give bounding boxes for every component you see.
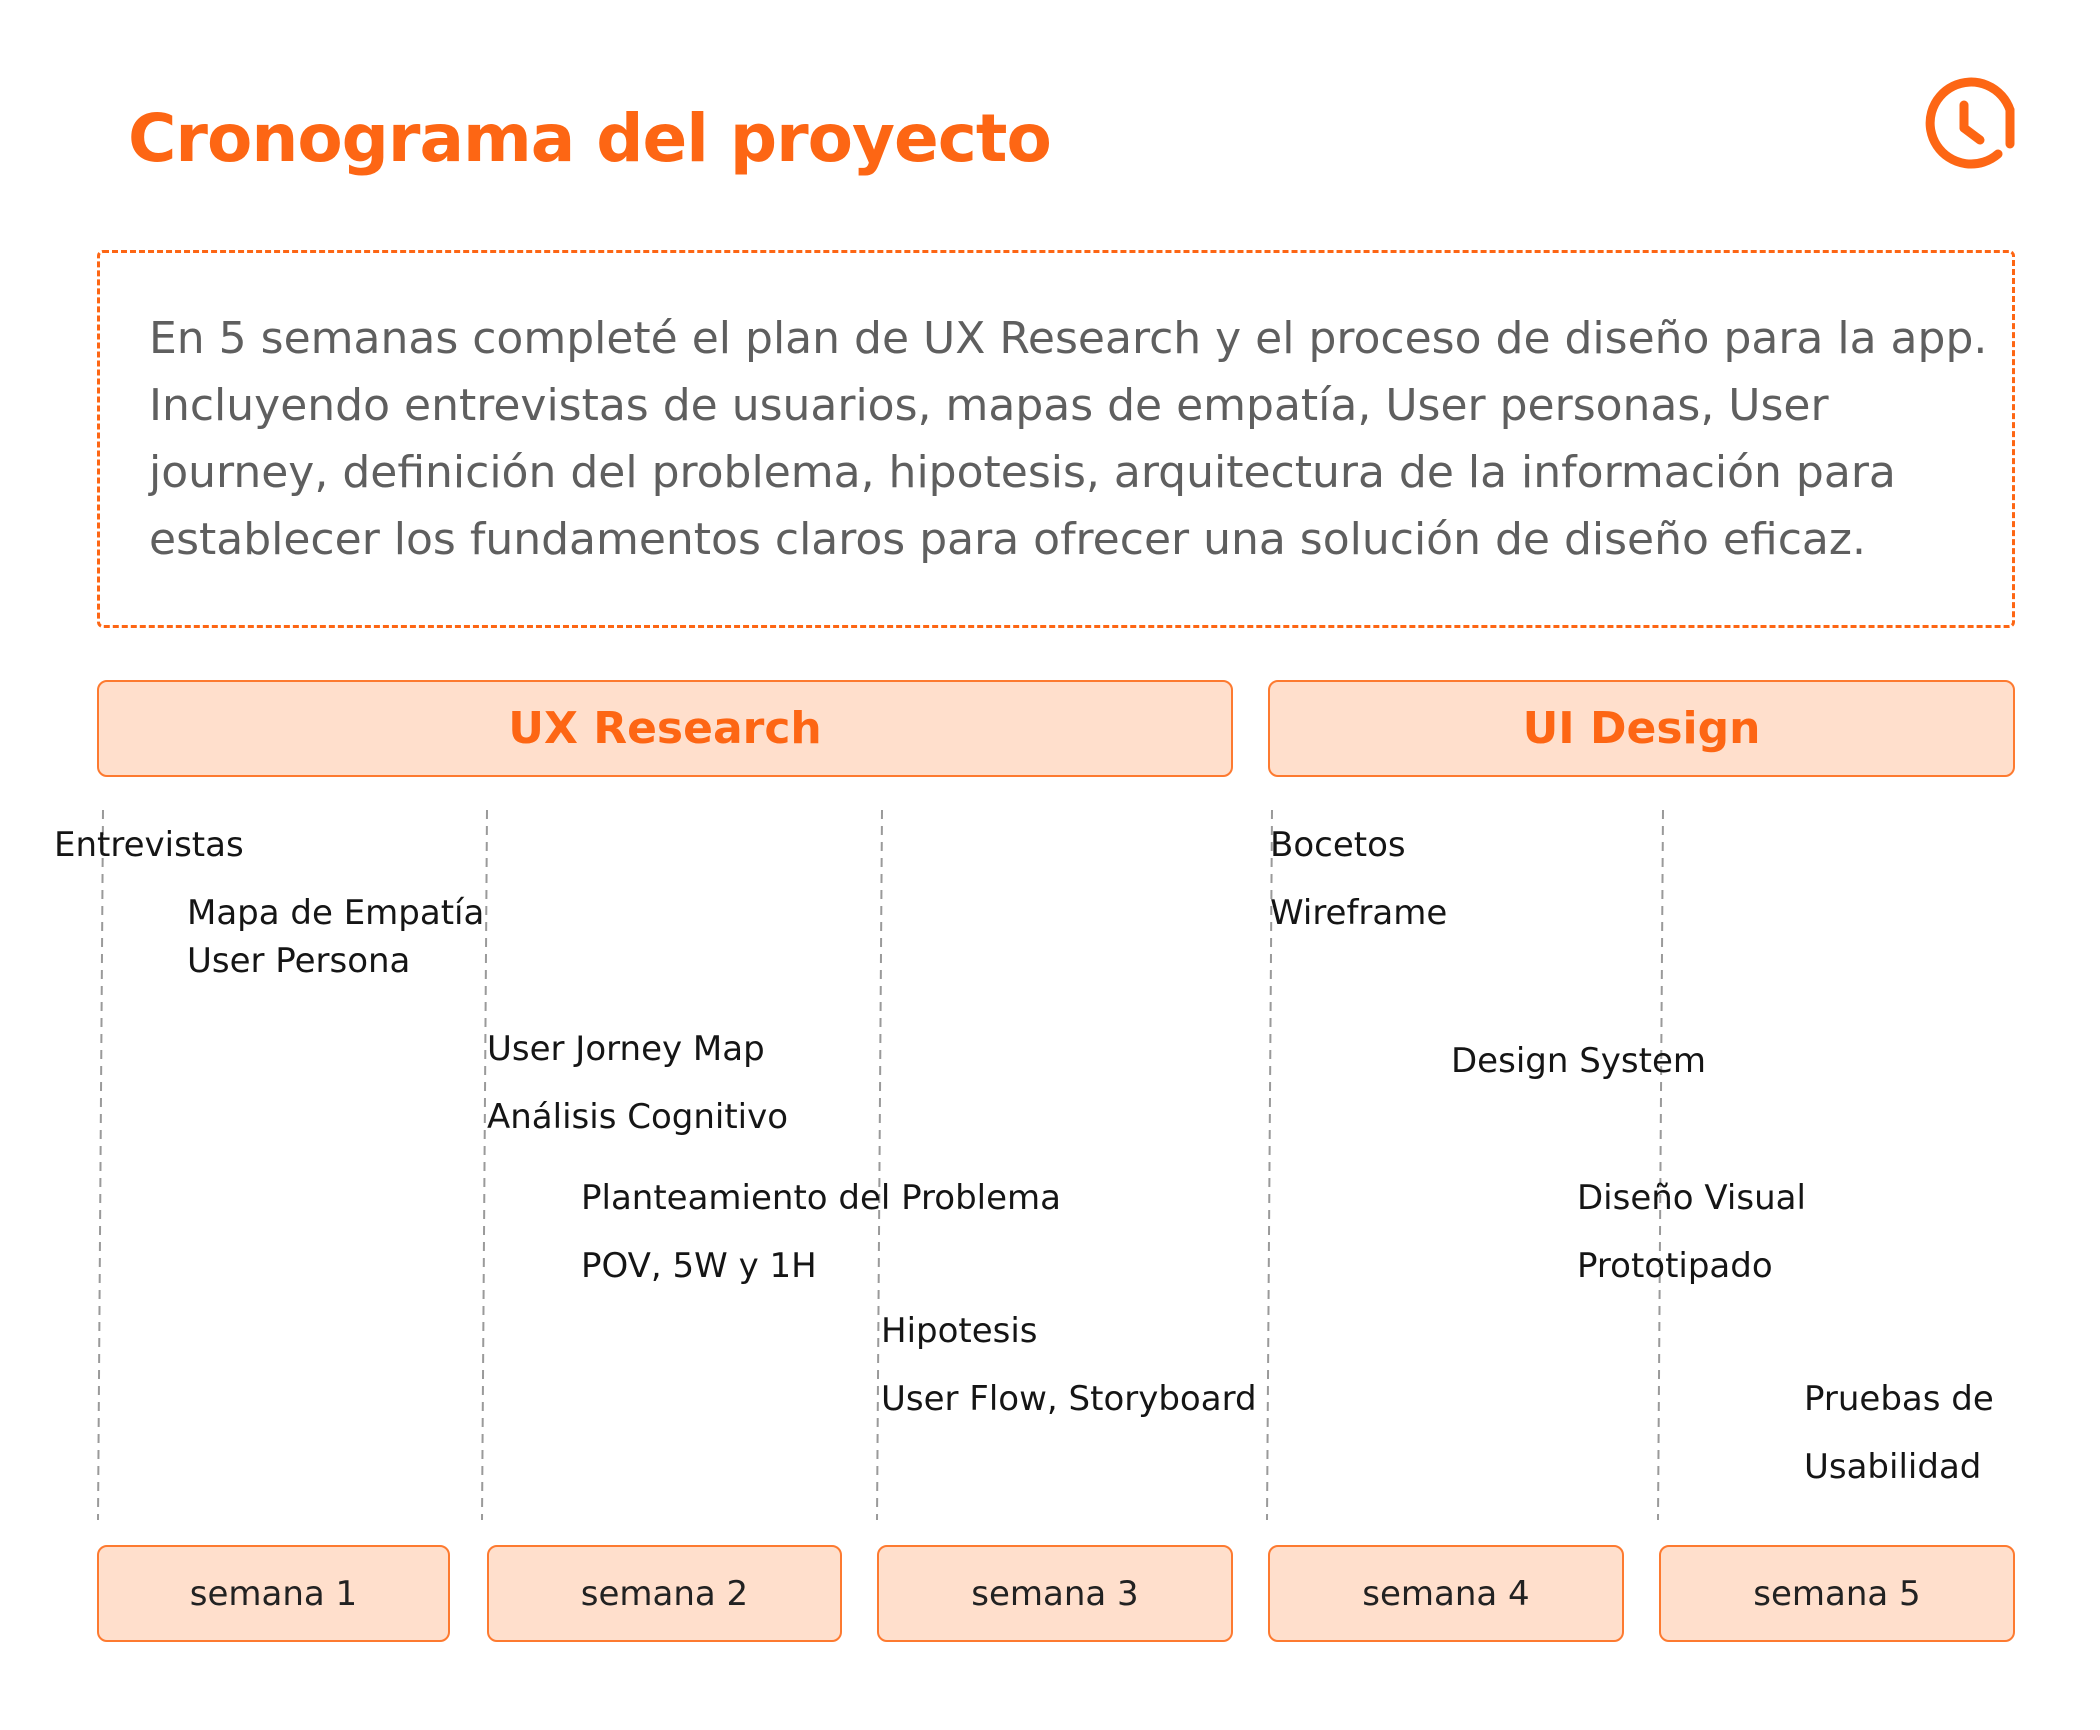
task-design-system: Design System [1451, 1041, 1706, 1081]
task-user-journey-map: User Jorney Map [487, 1029, 765, 1069]
week-5-label: semana 5 [1659, 1545, 2015, 1642]
phase-ux-research: UX Research [97, 680, 1233, 777]
task-mapa-empatia: Mapa de Empatía [187, 893, 485, 933]
task-pruebas-de: Pruebas de [1804, 1379, 1994, 1419]
week-3-label: semana 3 [877, 1545, 1233, 1642]
intro-text: En 5 semanas completé el plan de UX Research y el proceso de diseño para la app. Incluyendo entrevistas de usuarios, mapas de empatía, User personas, User journey, definición del problema, hipotesis, arquitectura de la información para establecer los fundamentos claros para ofrecer una solución de diseño eficaz. [149, 313, 1988, 565]
week-2-label: semana 2 [487, 1545, 842, 1642]
task-planteamiento-problema: Planteamiento del Problema [581, 1178, 1061, 1218]
task-hipotesis: Hipotesis [881, 1311, 1038, 1351]
task-user-flow-storyboard: User Flow, Storyboard [881, 1379, 1257, 1419]
task-prototipado: Prototipado [1577, 1246, 1773, 1286]
task-bocetos: Bocetos [1270, 825, 1406, 865]
task-diseno-visual: Diseño Visual [1577, 1178, 1806, 1218]
divider-line-5 [1658, 810, 1663, 1520]
week-4-label: semana 4 [1268, 1545, 1624, 1642]
task-usabilidad: Usabilidad [1804, 1447, 1982, 1487]
page-title: Cronograma del proyecto [128, 100, 1051, 177]
task-user-persona: User Persona [187, 941, 411, 981]
phase-ui-design: UI Design [1268, 680, 2015, 777]
divider-line-1 [98, 810, 103, 1520]
week-1-label: semana 1 [97, 1545, 450, 1642]
task-entrevistas: Entrevistas [54, 825, 244, 865]
task-pov-5w-1h: POV, 5W y 1H [581, 1246, 817, 1286]
task-wireframe: Wireframe [1270, 893, 1448, 933]
task-analisis-cognitivo: Análisis Cognitivo [487, 1097, 789, 1137]
